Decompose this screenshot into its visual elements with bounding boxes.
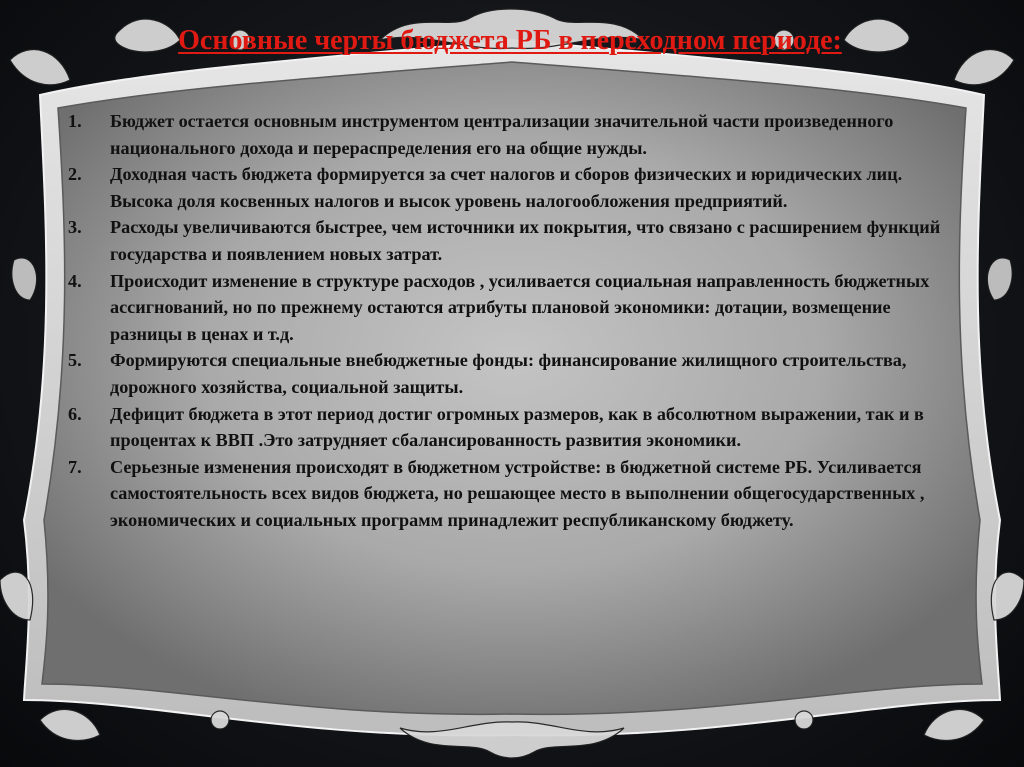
- features-list: [68, 108, 948, 534]
- list-item: [68, 401, 948, 454]
- item-number: 3.: [68, 217, 82, 238]
- list-item: [68, 268, 948, 348]
- item-number: 5.: [68, 350, 82, 371]
- slide-title: Основные черты бюджета РБ в переходном периоде:: [178, 25, 842, 56]
- list-item: [68, 454, 948, 534]
- list-item: [68, 108, 948, 161]
- item-number: 1.: [68, 111, 82, 131]
- item-text: Бюджет остается основным инструментом централизации значительной части произведенного национального дохода и перераспределения его на общие нужды.: [110, 111, 894, 158]
- item-number: 7.: [68, 456, 82, 477]
- item-text: Серьезные изменения происходят в бюджетном устройстве: в бюджетной системе РБ. Усиливается самостоятельность всех видов бюджета, но решающее место в выполнении общегосударственных , экономических и социальных программ принадлежит республиканскому бюджету.: [110, 456, 925, 530]
- item-number: 2.: [68, 164, 82, 185]
- item-text: Дефицит бюджета в этот период достиг огромных размеров, как в абсолютном выражении, так и в процентах к ВВП .Это затрудняет сбалансированность развития экономики.: [110, 403, 924, 451]
- list-item: [68, 161, 948, 214]
- item-text: Формируются специальные внебюджетные фонды: финансирование жилищного строительства, дорожного хозяйства, социальной защиты.: [110, 350, 907, 397]
- item-number: 6.: [68, 403, 82, 424]
- list-item: [68, 214, 948, 267]
- list-item: [68, 347, 948, 400]
- item-text: Доходная часть бюджета формируется за счет налогов и сборов физических и юридических лиц. Высока доля косвенных налогов и высок уровень налогообложения предприятий.: [110, 164, 903, 211]
- item-text: Расходы увеличиваются быстрее, чем источники их покрытия, что связано с расширением функций государства и появлением новых затрат.: [110, 217, 941, 264]
- item-text: Происходит изменение в структуре расходов , усиливается социальная направленность бюджетных ассигнований, но по прежнему остаются атрибуты плановой экономики: дотации, возмещение разницы в ценах и т.д.: [110, 270, 930, 344]
- item-number: 4.: [68, 270, 82, 291]
